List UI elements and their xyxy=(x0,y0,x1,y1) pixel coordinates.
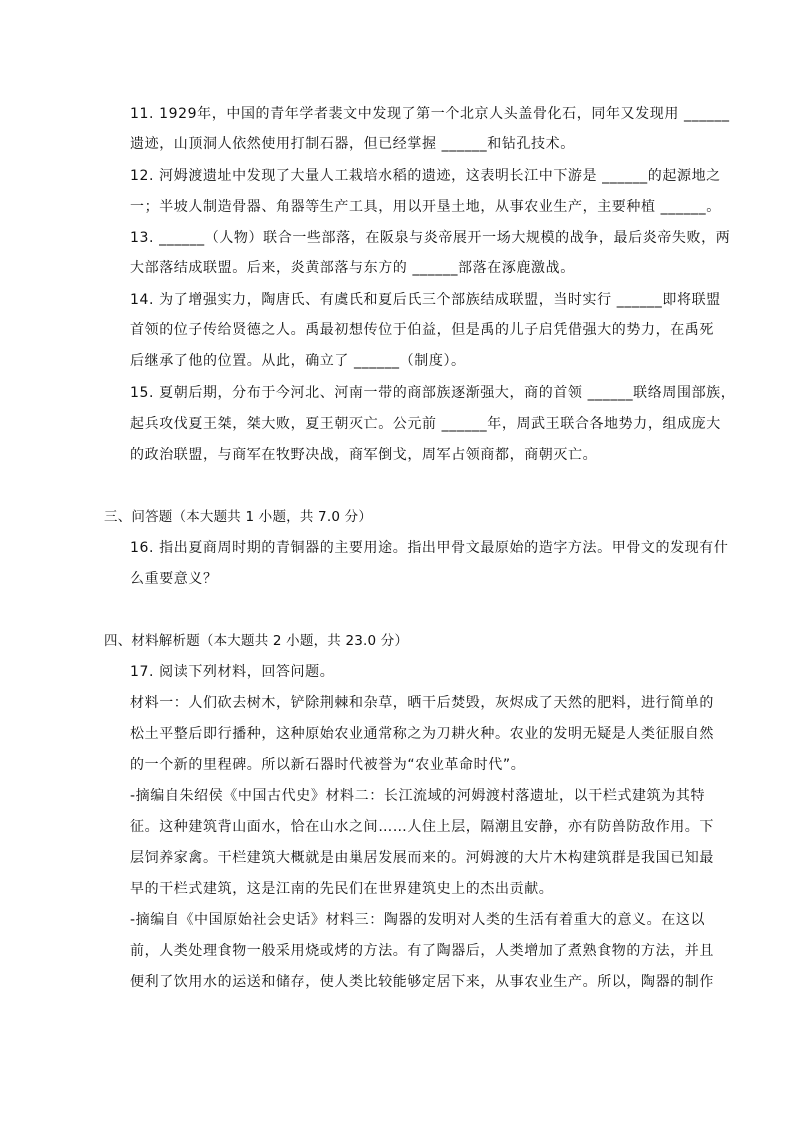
q15-line-3: 的政治联盟，与商军在牧野决战，商军倒戈，周军占领商都，商朝灭亡。 xyxy=(130,447,598,463)
q17-intro: 17. 阅读下列材料，回答问题。 xyxy=(130,664,335,680)
q14-line-2: 首领的位子传给贤德之人。禹最初想传位于伯益，但是禹的儿子启凭借强大的势力，在禹死 xyxy=(130,322,714,338)
material-line: 材料一：人们砍去树木，铲除荆棘和杂草，晒干后焚毁，灰烬成了天然的肥料，进行简单的 xyxy=(130,695,714,711)
material-line: 层饲养家禽。干栏建筑大概就是由巢居发展而来的。河姆渡的大片木构建筑群是我国已知最 xyxy=(130,850,714,866)
material-line: 早的干栏式建筑，这是江南的先民们在世界建筑史上的杰出贡献。 xyxy=(130,881,554,897)
q14-line-1: 14. 为了增强实力，陶唐氏、有虞氏和夏后氏三个部族结成联盟，当时实行 ______即将联盟 xyxy=(130,292,721,308)
q13-line-1: 13. ______（人物）联合一些部落，在阪泉与炎帝展开一场大规模的战争，最后炎帝失败，两 xyxy=(130,230,731,246)
q15-line-1: 15. 夏朝后期，分布于今河北、河南一带的商部族逐渐强大，商的首领 ______联络周围部族， xyxy=(130,385,736,401)
q16-line-1: 16. 指出夏商周时期的青铜器的主要用途。指出甲骨文最原始的造字方法。甲骨文的发现有什 xyxy=(130,540,729,556)
q14-line-3: 后继承了他的位置。从此，确立了 ______（制度）。 xyxy=(130,353,466,369)
material-line: -摘编自《中国原始社会史话》材料三：陶器的发明对人类的生活有着重大的意义。在这以 xyxy=(130,912,706,928)
material-line: 松土平整后即行播种，这种原始农业通常称之为刀耕火种。农业的发明无疑是人类征服自然 xyxy=(130,726,714,742)
q13-line-2: 大部落结成联盟。后来，炎黄部落与东方的 ______部落在涿鹿激战。 xyxy=(130,260,575,276)
q15-line-2: 起兵攻伐夏王桀，桀大败，夏王朝灭亡。公元前 ______年，周武王联合各地势力，组成庞大 xyxy=(130,416,721,432)
material-line: 便利了饮用水的运送和储存，使人类比较能够定居下来，从事农业生产。所以，陶器的制作 xyxy=(130,974,714,990)
section-3-title: 三、问答题（本大题共 1 小题，共 7.0 分） xyxy=(104,509,373,525)
q11-line-1: 11. 1929年，中国的青年学者裴文中发现了第一个北京人头盖骨化石，同年又发现用 ______ xyxy=(130,106,730,122)
q12-line-1: 12. 河姆渡遗址中发现了大量人工栽培水稻的遗迹，这表明长江中下游是 ______的起源地之 xyxy=(130,168,721,184)
section-4-title: 四、材料解析题（本大题共 2 小题，共 23.0 分） xyxy=(104,633,409,649)
q16-line-2: 么重要意义？ xyxy=(130,571,218,587)
material-line: 的一个新的里程碑。所以新石器时代被誉为“农业革命时代”。 xyxy=(130,757,526,773)
material-line: 前，人类处理食物一般采用烧或烤的方法。有了陶器后，人类增加了煮熟食物的方法，并且 xyxy=(130,943,714,959)
material-line: 征。这种建筑背山面水，恰在山水之间……人住上层，隔潮且安静，亦有防兽防敌作用。下 xyxy=(130,819,714,835)
q12-line-2: 一；半坡人制造骨器、角器等生产工具，用以开垦土地，从事农业生产，主要种植 ______。 xyxy=(130,199,721,215)
q11-line-2: 遗迹，山顶洞人依然使用打制石器，但已经掌握 ______和钻孔技术。 xyxy=(130,136,575,152)
material-line: -摘编自朱绍侯《中国古代史》材料二：长江流域的河姆渡村落遗址，以干栏式建筑为其特 xyxy=(130,788,706,804)
